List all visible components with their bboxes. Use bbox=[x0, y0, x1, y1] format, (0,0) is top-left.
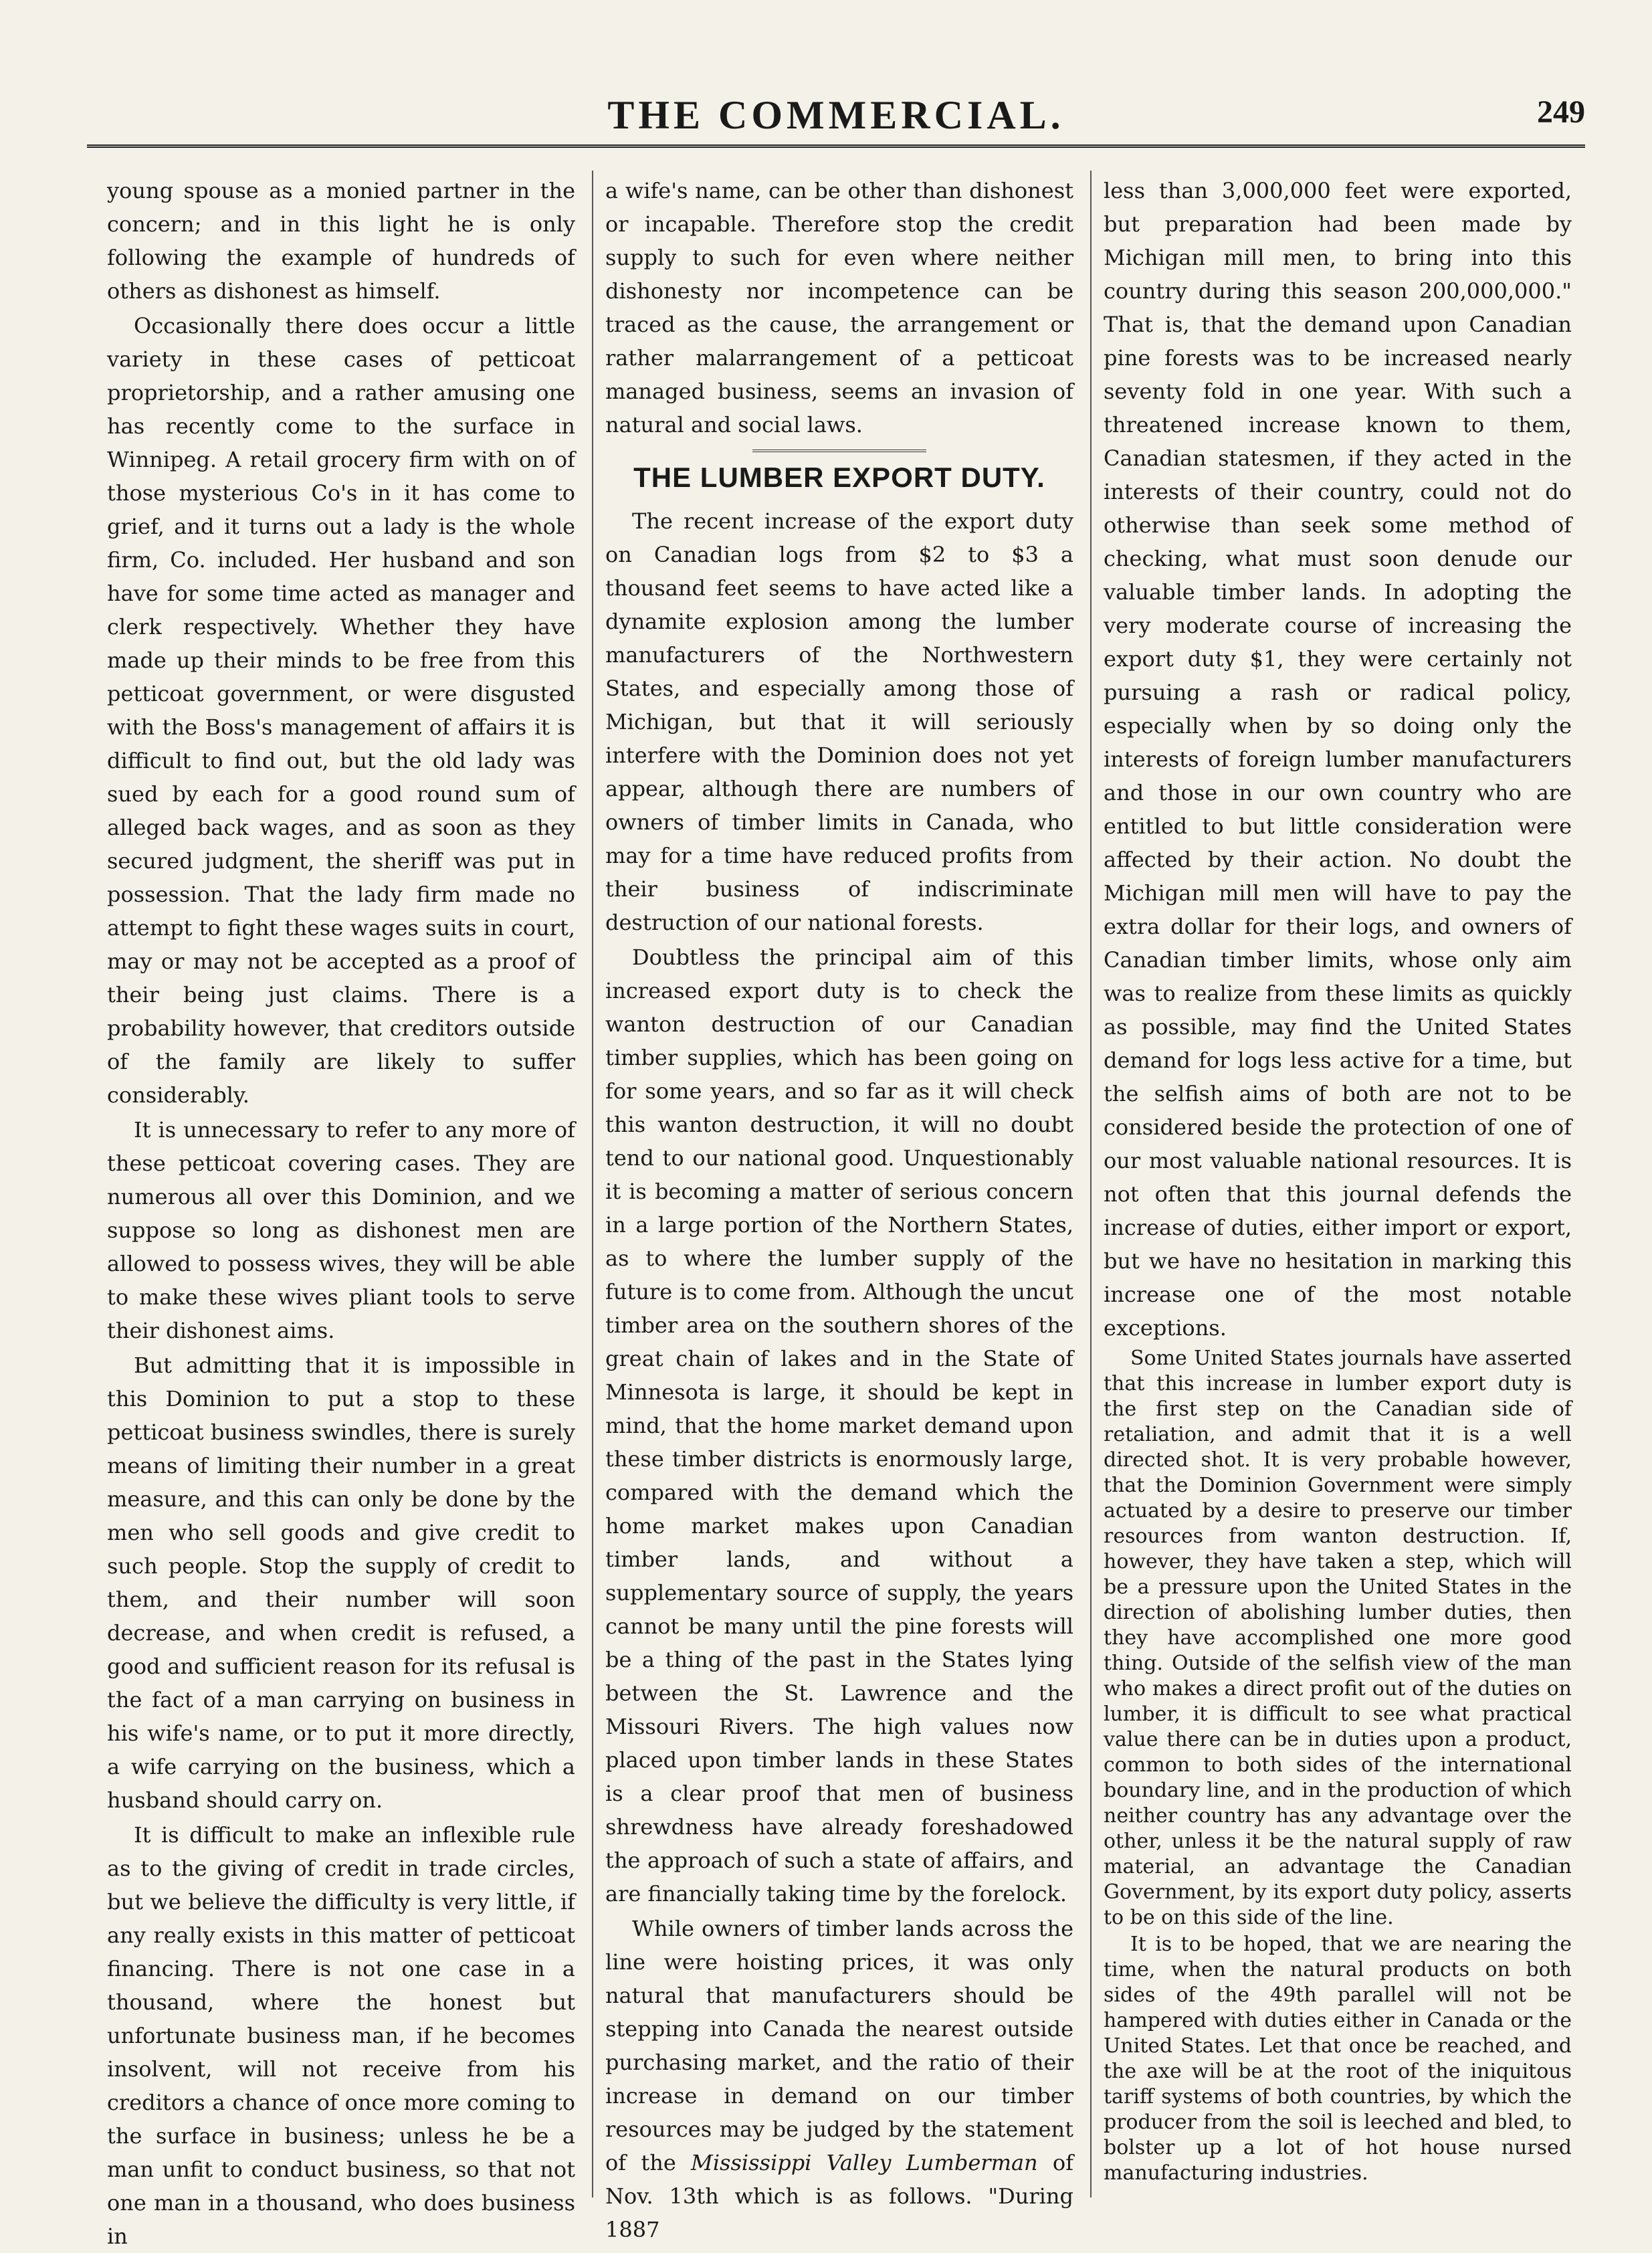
paragraph: Occasionally there does occur a little variety in these cases of petticoat proprietorship, and a rather amusing one has recently come to the surface in Winnipeg. A retail grocery firm with on of those mysterious Co's in it has come to grief, and it turns out a lady is the whole firm, Co. included. Her husband and son have for some time acted as manager and clerk respectively. Whether they have made up their minds to be free from this petticoat government, or were disgusted with the Boss's management of affairs it is difficult to find out, but the old lady was sued by each for a good round sum of alleged back wages, and as soon as they secured judgment, the sheriff was put in possession. That the lady firm made no attempt to fight these wages suits in court, may or may not be accepted as a proof of their being just claims. There is a probability however, that creditors outside of the family are likely to suffer considerably. bbox=[107, 313, 575, 1108]
column-3 bbox=[1104, 174, 1572, 2185]
headline-rule bbox=[752, 450, 926, 452]
masthead-rule bbox=[87, 144, 1585, 148]
paragraph: young spouse as a monied partner in the concern; and in this light he is only following the example of hundreds of others as dishonest as himself. bbox=[107, 178, 575, 304]
article-headline: THE LUMBER EXPORT DUTY. bbox=[633, 462, 1045, 493]
column-divider bbox=[1090, 171, 1092, 2197]
paragraph: a wife's name, can be other than dishonest or incapable. Therefore stop the credit supply to such for even where neither dishonesty nor incompetence can be traced as the cause, the arrangement or rather malarrangement of a petticoat managed business, seems an invasion of natural and social laws. bbox=[605, 178, 1073, 437]
column-2 bbox=[605, 174, 1073, 2242]
paragraph: But admitting that it is impossible in this Dominion to put a stop to these petticoat business swindles, there is surely means of limiting their number in a great measure, and this can only be done by the men who sell goods and give credit to such people. Stop the supply of credit to them, and their number will soon decrease, and when credit is refused, a good and sufficient reason for its refusal is the fact of a man carrying on business in his wife's name, or to put it more directly, a wife carrying on the business, which a husband should carry on. bbox=[107, 1353, 575, 1813]
paragraph: Some United States journals have asserted that this increase in lumber export duty is the first step on the Canadian side of retaliation, and admit that it is a well directed shot. It is very probable however, that the Dominion Government were simply actuated by a desire to preserve our timber resources from wanton destruction. If, however, they have taken a step, which will be a pressure upon the United States in the direction of abolishing lumber duties, then they have accomplished one more good thing. Outside of the selfish view of the man who makes a direct profit out of the duties on lumber, it is difficult to see what practical value there can be in duties upon a product, common to both sides of the international boundary line, and in the production of which neither country has any advantage over the other, unless it be the natural supply of raw material, an advantage the Canadian Government, by its export duty policy, asserts to be on this side of the line. bbox=[1104, 1347, 1572, 1929]
article-header bbox=[605, 450, 1073, 495]
page-number: 249 bbox=[1537, 94, 1585, 130]
paragraph: It is to be hoped, that we are nearing the time, when the natural products on both sides of the 49th parallel will not be hampered with duties either in Canada or the United States. Let that once be reached, and the axe will be at the root of the iniquitous tariff systems of both countries, by which the producer from the soil is leeched and bled, to bolster up a lot of hot house nursed manufacturing industries. bbox=[1104, 1933, 1572, 2185]
paragraph-text: While owners of timber lands across the line were hoisting prices, it was only natural that manufacturers should be stepping into Canada the nearest outside purchasing market, and the ratio of their increase in demand on our timber resources may be judged by the statement of the bbox=[605, 1916, 1073, 2175]
paragraph: It is difficult to make an inflexible rule as to the giving of credit in trade circles, but we believe the difficulty is very little, if any really exists in this matter of petticoat financing. There is not one case in a thousand, where the honest but unfortunate business man, if he becomes insolvent, will not receive from his creditors a chance of once more coming to the surface in business; unless he be a man unfit to conduct business, so that not one man in a thousand, who does business in bbox=[107, 1822, 575, 2249]
paragraph: Doubtless the principal aim of this increased export duty is to check the wanton destruction of our Canadian timber supplies, which has been going on for some years, and so far as it will check this wanton destruction, it will no doubt tend to our national good. Unquestionably it is becoming a matter of serious concern in a large portion of the Northern States, as to where the lumber supply of the future is to come from. Although the uncut timber area on the southern shores of the great chain of lakes and in the State of Minnesota is large, it should be kept in mind, that the home market demand upon these timber districts is enormously large, compared with the demand which the home market makes upon Canadian timber lands, and without a supplementary source of supply, the years cannot be many until the pine forests will be a thing of the past in the States lying between the St. Lawrence and the Missouri Rivers. The high values now placed upon timber lands in these States is a clear proof that men of business shrewdness have already foreshadowed the approach of such a state of affairs, and are financially taking time by the forelock. bbox=[605, 945, 1073, 1906]
paragraph bbox=[605, 1912, 1073, 2246]
publication-name: Mississippi Valley Lumberman bbox=[691, 2150, 1038, 2175]
masthead bbox=[87, 87, 1585, 140]
paragraph: less than 3,000,000 feet were exported, but preparation had been made by Michigan mill men, to bring into this country during this season 200,000,000." That is, that the demand upon Canadian pine forests was to be increased nearly seventy fold in one year. With such a threatened increase known to them, Canadian statesmen, if they acted in the interests of their country, could not do otherwise than seek some method of checking, what must soon denude our valuable timber lands. In adopting the very moderate course of increasing the export duty $1, they were certainly not pursuing a rash or radical policy, especially when by so doing only the interests of foreign lumber manufacturers and those in our own country who are entitled to but little consideration were affected by their action. No doubt the Michigan mill men will have to pay the extra dollar for their logs, and owners of Canadian timber limits, whose only aim was to realize from these limits as quickly as possible, may find the United States demand for logs less active for a time, but the selfish aims of both are not to be considered beside the protection of one of our most valuable national resources. It is not often that this journal defends the increase of duties, either import or export, but we have no hesitation in marking this increase one of the most notable exceptions. bbox=[1104, 178, 1572, 1341]
masthead-title: THE COMMERCIAL. bbox=[607, 93, 1065, 137]
paragraph: It is unnecessary to refer to any more of these petticoat covering cases. They are numerous all over this Dominion, and we suppose so long as dishonest men are allowed to possess wives, they will be able to make these wives pliant tools to serve their dishonest aims. bbox=[107, 1117, 575, 1343]
column-divider bbox=[592, 171, 593, 2197]
paragraph: The recent increase of the export duty on Canadian logs from $2 to $3 a thousand feet seems to have acted like a dynamite explosion among the lumber manufacturers of the Northwestern States, and especially among those of Michigan, but that it will seriously interfere with the Dominion does not yet appear, although there are numbers of owners of timber limits in Canada, who may for a time have reduced profits from their business of indiscriminate destruction of our national forests. bbox=[605, 508, 1073, 935]
paragraph-text: of Nov. 13th which is as follows. "During 1887 bbox=[605, 2150, 1073, 2242]
column-1 bbox=[107, 174, 575, 2249]
